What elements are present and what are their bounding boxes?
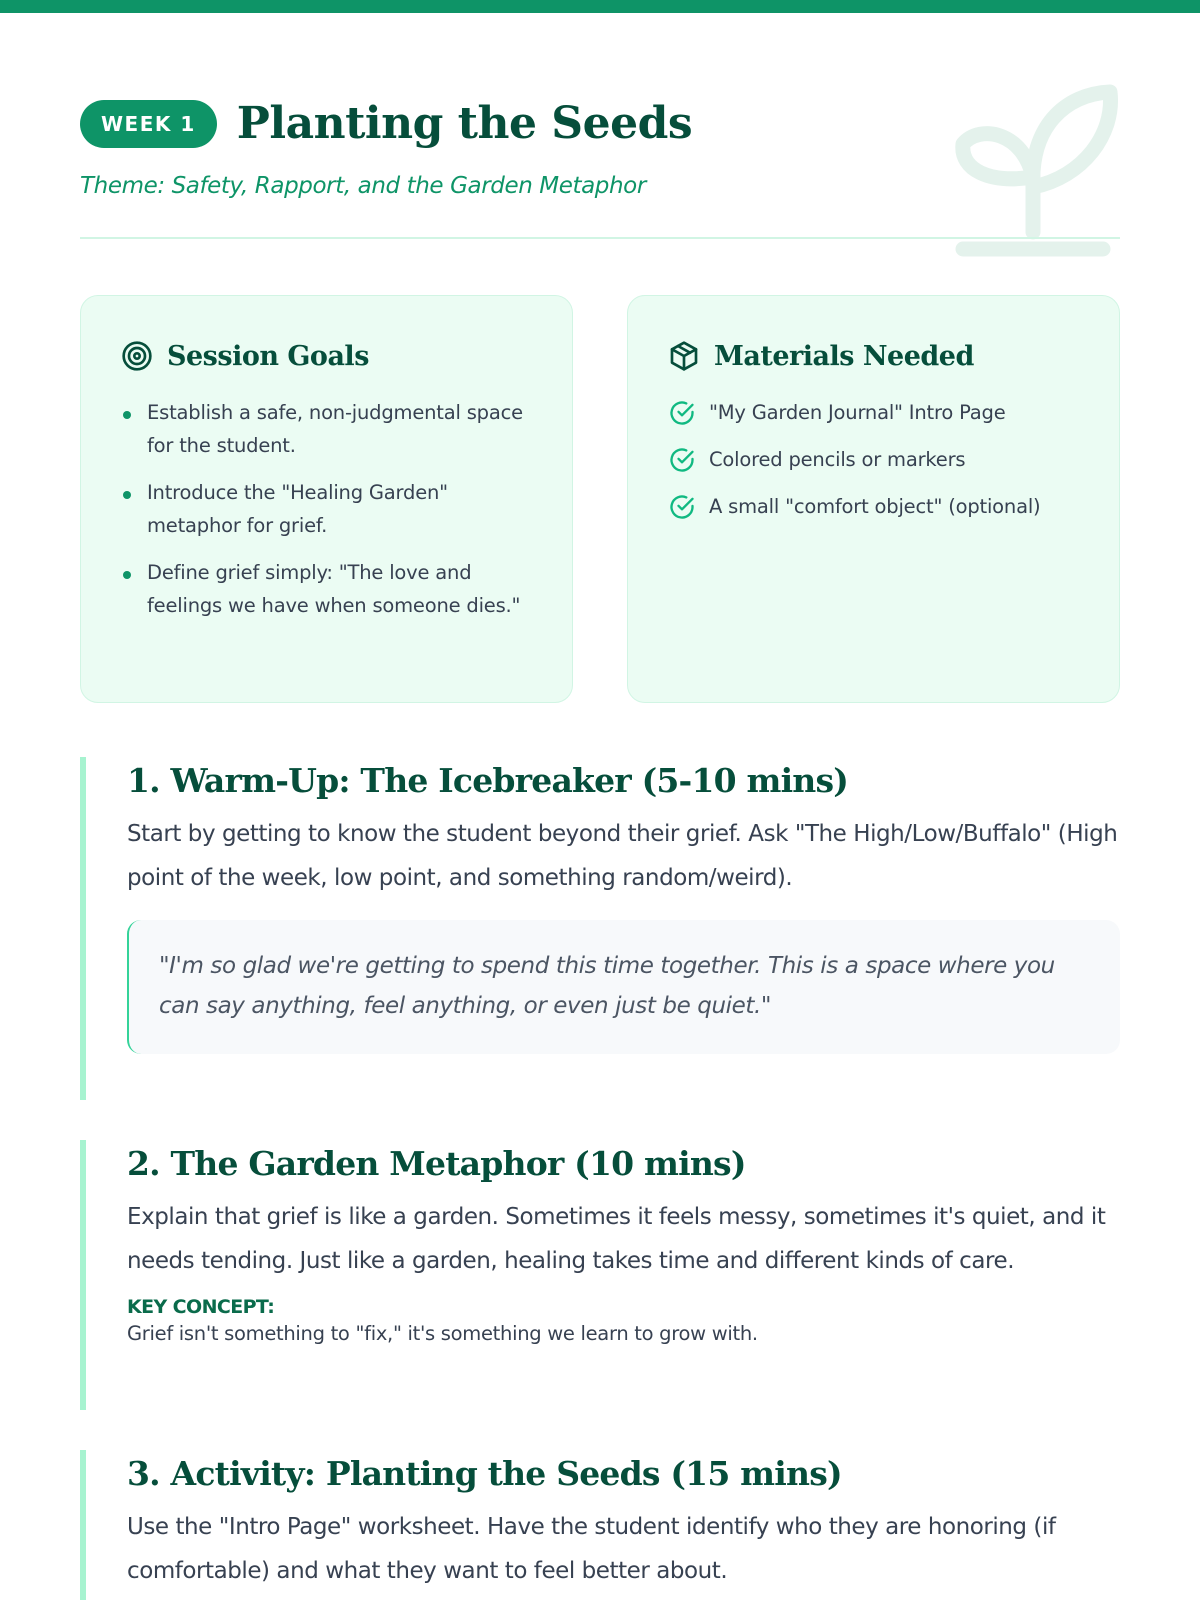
list-item bbox=[121, 396, 534, 462]
list-item bbox=[121, 476, 534, 542]
section-body: Start by getting to know the student beyond their grief. Ask "The High/Low/Buffalo" (High point of the week, low point, and something random/weird). bbox=[127, 821, 1118, 891]
section-title: 2. The Garden Metaphor (10 mins) bbox=[127, 1144, 746, 1183]
list-item-text: Introduce the "Healing Garden" metaphor for grief. bbox=[147, 481, 448, 537]
check-circle-icon bbox=[668, 446, 696, 474]
materials-list bbox=[668, 396, 1081, 523]
target-icon bbox=[121, 340, 153, 372]
goals-list bbox=[121, 396, 534, 622]
card-title: Session Goals bbox=[167, 340, 369, 372]
header-divider bbox=[80, 237, 1120, 239]
check-circle-icon bbox=[668, 493, 696, 521]
list-item bbox=[668, 490, 1081, 523]
section-body: Explain that grief is like a garden. Sometimes it feels messy, sometimes it's quiet, and it needs tending. Just like a garden, healing takes time and different kinds of care. bbox=[127, 1204, 1106, 1274]
list-item bbox=[668, 396, 1081, 429]
card-header bbox=[668, 340, 1081, 372]
session-goals-card bbox=[80, 295, 573, 703]
top-accent-bar bbox=[0, 0, 1200, 13]
title-row bbox=[80, 98, 1120, 149]
bullet-dot bbox=[123, 411, 131, 419]
key-concept-label: KEY CONCEPT: bbox=[127, 1296, 275, 1318]
script-quote: "I'm so glad we're getting to spend this time together. This is a space where you can say anything, feel anything, or even just be quiet." bbox=[127, 920, 1120, 1054]
section-title: 1. Warm-Up: The Icebreaker (5-10 mins) bbox=[127, 761, 849, 800]
section-body: Use the "Intro Page" worksheet. Have the student identify who they are honoring (if comfortable) and what they want to feel better about. bbox=[127, 1514, 1056, 1584]
key-concept-text: Grief isn't something to "fix," it's something we learn to grow with. bbox=[127, 1322, 758, 1345]
card-header bbox=[121, 340, 534, 372]
page-subtitle: Theme: Safety, Rapport, and the Garden Metaphor bbox=[80, 173, 646, 199]
page-header bbox=[80, 98, 1120, 199]
materials-needed-card bbox=[627, 295, 1120, 703]
section-warm-up bbox=[80, 757, 1120, 1100]
card-title: Materials Needed bbox=[714, 340, 974, 372]
week-badge: WEEK 1 bbox=[80, 100, 217, 148]
page-title: Planting the Seeds bbox=[236, 98, 693, 149]
bullet-dot bbox=[123, 571, 131, 579]
list-item-text: Colored pencils or markers bbox=[709, 448, 966, 471]
list-item bbox=[121, 556, 534, 622]
bullet-dot bbox=[123, 491, 131, 499]
list-item-text: Define grief simply: "The love and feelings we have when someone dies." bbox=[147, 561, 521, 617]
section-garden-metaphor bbox=[80, 1140, 1120, 1410]
list-item-text: "My Garden Journal" Intro Page bbox=[709, 401, 1006, 424]
list-item-text: Establish a safe, non-judgmental space for the student. bbox=[147, 401, 523, 457]
check-circle-icon bbox=[668, 399, 696, 427]
list-item bbox=[668, 443, 1081, 476]
section-title: 3. Activity: Planting the Seeds (15 mins) bbox=[127, 1454, 842, 1493]
package-icon bbox=[668, 340, 700, 372]
list-item-text: A small "comfort object" (optional) bbox=[709, 495, 1041, 518]
section-activity bbox=[80, 1450, 1120, 1600]
